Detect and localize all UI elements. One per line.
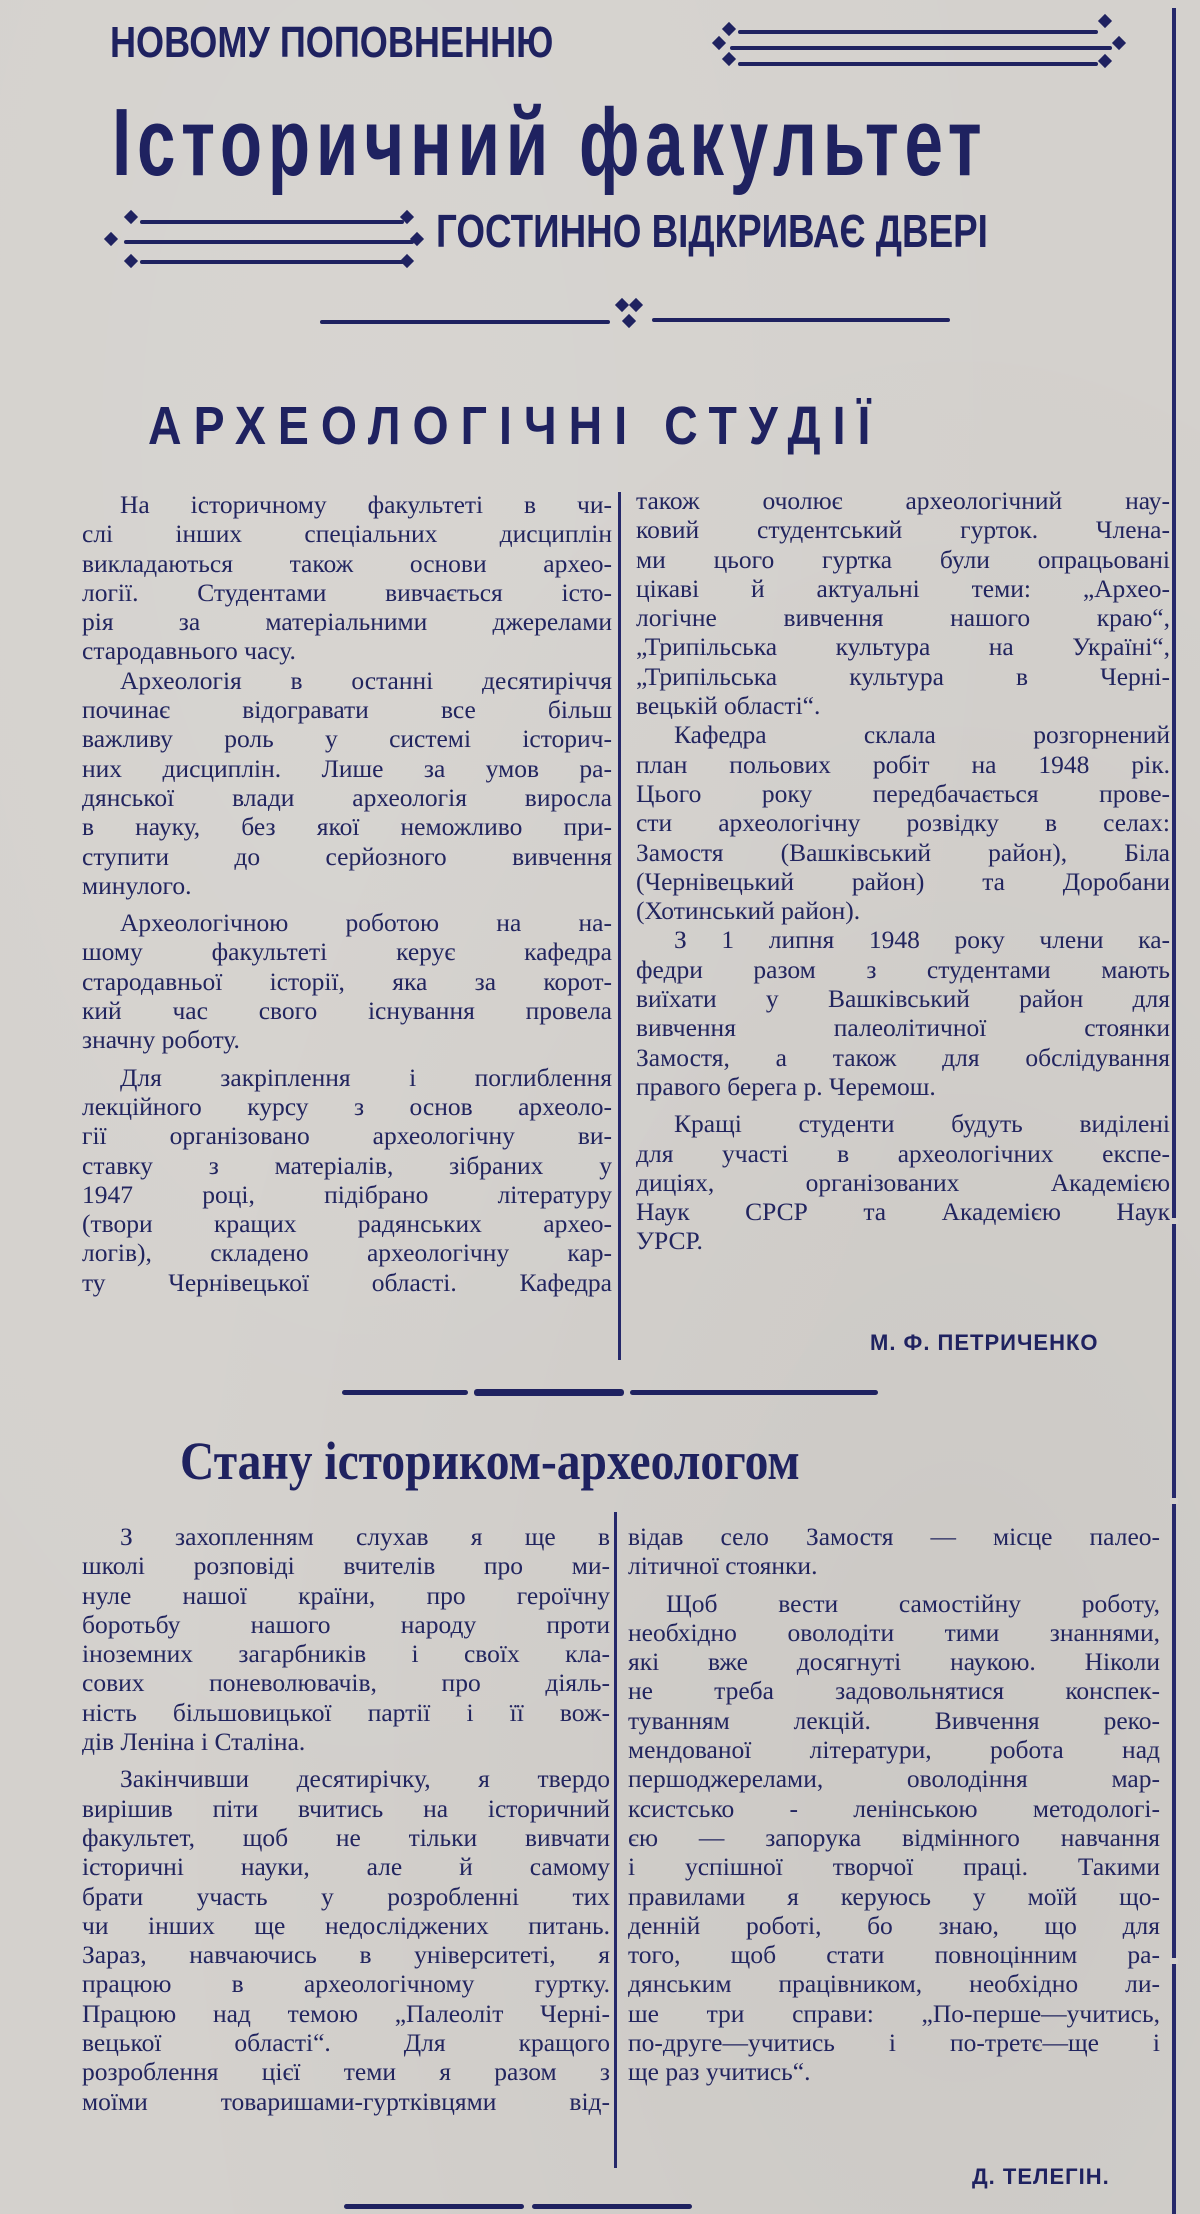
- text-line: Кафедра склала розгорнений: [674, 720, 1170, 750]
- text-line: Археологія в останні десятиріччя: [120, 665, 612, 695]
- text-line: „Трипільська культура на Україні“,: [636, 632, 1170, 662]
- text-line: викладаються також основи архео-: [82, 548, 612, 578]
- text-line: цікаві й актуальні теми: „Архео-: [636, 573, 1170, 603]
- text-line: єю — запорука відмінного навчання: [628, 1822, 1160, 1852]
- text-line: федри разом з студентами мають: [636, 954, 1170, 984]
- text-line: диціях, організованих Академією: [636, 1167, 1170, 1197]
- text-line: Кращі студенти будуть виділені: [674, 1109, 1170, 1139]
- text-line: ще раз учитись“.: [628, 2057, 811, 2087]
- text-line: сти археологічну розвідку в селах:: [636, 808, 1170, 838]
- text-line: дянської влади археологія виросла: [82, 782, 612, 812]
- text-line: логів), складено археологічну кар-: [82, 1238, 612, 1268]
- article1-left-column: [82, 490, 612, 1297]
- text-line: відав село Замостя — місце палео-: [628, 1522, 1160, 1551]
- paragraph-gap: [82, 1756, 610, 1764]
- bottom-separator: [344, 2204, 524, 2209]
- paragraph-gap: [82, 1055, 612, 1063]
- text-line: туванням лекцій. Вивчення реко-: [628, 1705, 1160, 1735]
- article2-right-column: [628, 1522, 1160, 2087]
- text-line: (Чернівецький район) та Доробани: [636, 866, 1170, 896]
- diamond-ornament-icon: [722, 22, 736, 36]
- diamond-ornament-icon: [722, 52, 736, 66]
- text-line: Цього року передбачається прове-: [636, 778, 1170, 808]
- center-divider-ornament: [320, 296, 950, 336]
- article1-signature: М. Ф. ПЕТРИЧЕНКО: [870, 1330, 1099, 1355]
- diamond-ornament-icon: [1098, 54, 1112, 68]
- text-line: план польових робіт на 1948 рік.: [636, 749, 1170, 779]
- text-line: гії організовано археологічну ви-: [82, 1121, 612, 1151]
- text-line: кий час свого існування провела: [82, 996, 612, 1026]
- text-line: „Трипільська культура в Черні-: [636, 661, 1170, 691]
- text-line: починає відогравати все більш: [82, 695, 612, 725]
- text-line: слі інших спеціальних дисциплін: [82, 519, 612, 549]
- text-line: логічне вивчення нашого краю“,: [636, 603, 1170, 633]
- text-line: 1947 році, підібрано літературу: [82, 1179, 612, 1209]
- text-line: Замостя (Вашківський район), Біла: [636, 837, 1170, 867]
- text-line: брати участь у розробленні тих: [82, 1881, 610, 1911]
- paragraph-gap: [628, 1581, 1160, 1589]
- text-line: чи інших ще недосліджених питань.: [82, 1910, 610, 1940]
- text-line: стародавньої історії, яка за корот-: [82, 966, 612, 996]
- diamond-ornament-icon: [124, 254, 138, 268]
- text-line: не треба задовольнятися конспек-: [628, 1676, 1160, 1706]
- text-line: Закінчивши десятирічку, я твердо: [120, 1764, 610, 1794]
- triple-rule-ornament-left: [100, 208, 420, 270]
- bottom-separator: [532, 2204, 692, 2209]
- text-line: школі розповіді вчителів про ми-: [82, 1551, 610, 1581]
- text-line: Щоб вести самостійну роботу,: [666, 1588, 1160, 1618]
- text-line: і успішної творчої праці. Такими: [628, 1852, 1160, 1882]
- diamond-ornament-icon: [1098, 14, 1112, 28]
- diamond-ornament-icon: [124, 210, 138, 224]
- column-rule: [618, 492, 621, 1360]
- page-right-rule: [1172, 8, 1176, 2214]
- text-line: них дисциплін. Лише за умов ра-: [82, 753, 612, 783]
- text-line: Наук СРСР та Академією Наук: [636, 1197, 1170, 1227]
- text-line: виїхати у Вашківський район для: [636, 984, 1170, 1014]
- diamond-ornament-icon: [104, 232, 118, 246]
- text-line: ми цього гуртка були опрацьовані: [636, 544, 1170, 574]
- article2-left-column: [82, 1522, 610, 2116]
- text-line: іноземних загарбників і своїх кла-: [82, 1639, 610, 1669]
- text-line: важливу роль у системі історич-: [82, 724, 612, 754]
- text-line: того, щоб стати повноцінним ра-: [628, 1940, 1160, 1970]
- diamond-ornament-icon: [400, 254, 414, 268]
- text-line: стародавнього часу.: [82, 636, 296, 666]
- text-line: правилами я керуюсь у моїй що-: [628, 1881, 1160, 1911]
- text-line: літичної стоянки.: [628, 1551, 818, 1581]
- text-line: мендованої літератури, робота над: [628, 1735, 1160, 1765]
- text-line: ше три справи: „По-перше—учитись,: [628, 1998, 1160, 2028]
- text-line: ступити до серйозного вивчення: [82, 841, 612, 871]
- text-line: також очолює археологічний нау-: [636, 486, 1170, 515]
- text-line: значну роботу.: [82, 1025, 240, 1055]
- header-subtitle: ГОСТИННО ВІДКРИВАЄ ДВЕРІ: [436, 205, 988, 257]
- article-separator: [630, 1390, 878, 1395]
- text-line: по-друге—учитись і по-третє—ще і: [628, 2028, 1160, 2058]
- text-line: Замостя, а також для обслідування: [636, 1042, 1170, 1072]
- main-title: Історичний факультет: [112, 89, 988, 196]
- text-line: ксистсько - ленінською методологі-: [628, 1793, 1160, 1823]
- paragraph-gap: [82, 900, 612, 908]
- text-line: денній роботі, бо знаю, що для: [628, 1910, 1160, 1940]
- text-line: першоджерелами, оволодіння мар-: [628, 1764, 1160, 1794]
- rule-gap: [1170, 1498, 1178, 1504]
- diamond-ornament-icon: [622, 314, 636, 328]
- diamond-ornament-icon: [712, 36, 726, 50]
- column-rule: [614, 1512, 617, 2168]
- text-line: шому факультеті керує кафедра: [82, 937, 612, 967]
- text-line: дів Леніна і Сталіна.: [82, 1727, 306, 1757]
- text-line: логії. Студентами вивчається істо-: [82, 577, 612, 607]
- text-line: моїми товаришами-гуртківцями від-: [82, 2086, 610, 2116]
- text-line: працюю в археологічному гуртку.: [82, 1969, 610, 1999]
- diamond-ornament-icon: [629, 298, 643, 312]
- text-line: Працюю над темою „Палеоліт Черні-: [82, 1998, 610, 2028]
- text-line: З 1 липня 1948 року члени ка-: [674, 925, 1170, 955]
- article2-heading: Стану істориком-археологом: [180, 1431, 800, 1491]
- text-line: На історичному факультеті в чи-: [120, 490, 612, 519]
- text-line: ставку з матеріалів, зібраних у: [82, 1150, 612, 1180]
- text-line: сових поневолювачів, про діяль-: [82, 1668, 610, 1698]
- article1-right-column: [636, 486, 1170, 1256]
- paragraph-gap: [636, 1101, 1170, 1109]
- rule-gap: [1170, 1958, 1178, 1964]
- text-line: вивчення палеолітичної стоянки: [636, 1013, 1170, 1043]
- text-line: розроблення цієї теми я разом з: [82, 2057, 610, 2087]
- text-line: ність більшовицької партії і її вож-: [82, 1697, 610, 1727]
- header-kicker: НОВОМУ ПОПОВНЕННЮ: [110, 18, 554, 67]
- text-line: ковий студентський гурток. Члена-: [636, 515, 1170, 545]
- text-line: необхідно оволодіти тими знаннями,: [628, 1617, 1160, 1647]
- text-line: ту Чернівецької області. Кафедра: [82, 1267, 612, 1297]
- article2-signature: Д. ТЕЛЕГІН.: [972, 2164, 1110, 2189]
- text-line: боротьбу нашого народу проти: [82, 1609, 610, 1639]
- text-line: Зараз, навчаючись в університеті, я: [82, 1940, 610, 1970]
- text-line: для участі в археологічних експе-: [636, 1138, 1170, 1168]
- text-line: (твори кращих радянських архео-: [82, 1209, 612, 1239]
- article1-heading: АРХЕОЛОГІЧНІ СТУДІЇ: [148, 396, 883, 456]
- article-separator: [474, 1389, 624, 1396]
- text-line: які вже досягнуті наукою. Ніколи: [628, 1647, 1160, 1677]
- text-line: в науку, без якої неможливо при-: [82, 812, 612, 842]
- text-line: факультет, щоб не тільки вивчати: [82, 1822, 610, 1852]
- text-line: історичні науки, але й самому: [82, 1852, 610, 1882]
- diamond-ornament-icon: [615, 298, 629, 312]
- rule-gap: [1170, 1218, 1178, 1224]
- text-line: минулого.: [82, 870, 192, 900]
- text-line: дянським працівником, необхідно ли-: [628, 1969, 1160, 1999]
- text-line: вецької області“. Для кращого: [82, 2028, 610, 2058]
- text-line: вецькій області“.: [636, 691, 821, 721]
- text-line: лекційного курсу з основ археоло-: [82, 1091, 612, 1121]
- diamond-ornament-icon: [1112, 36, 1126, 50]
- text-line: УРСР.: [636, 1226, 703, 1256]
- text-line: правого берега р. Черемош.: [636, 1071, 936, 1101]
- text-line: (Хотинський район).: [636, 896, 861, 926]
- text-line: Для закріплення і поглиблення: [120, 1062, 612, 1092]
- triple-rule-ornament-top: [710, 10, 1140, 70]
- text-line: Археологічною роботою на на-: [120, 908, 612, 938]
- text-line: З захопленням слухав я ще в: [120, 1522, 610, 1551]
- text-line: вирішив піти вчитись на історичний: [82, 1793, 610, 1823]
- text-line: нуле нашої країни, про героїчну: [82, 1580, 610, 1610]
- text-line: рія за матеріальними джерелами: [82, 607, 612, 637]
- article-separator: [342, 1390, 468, 1395]
